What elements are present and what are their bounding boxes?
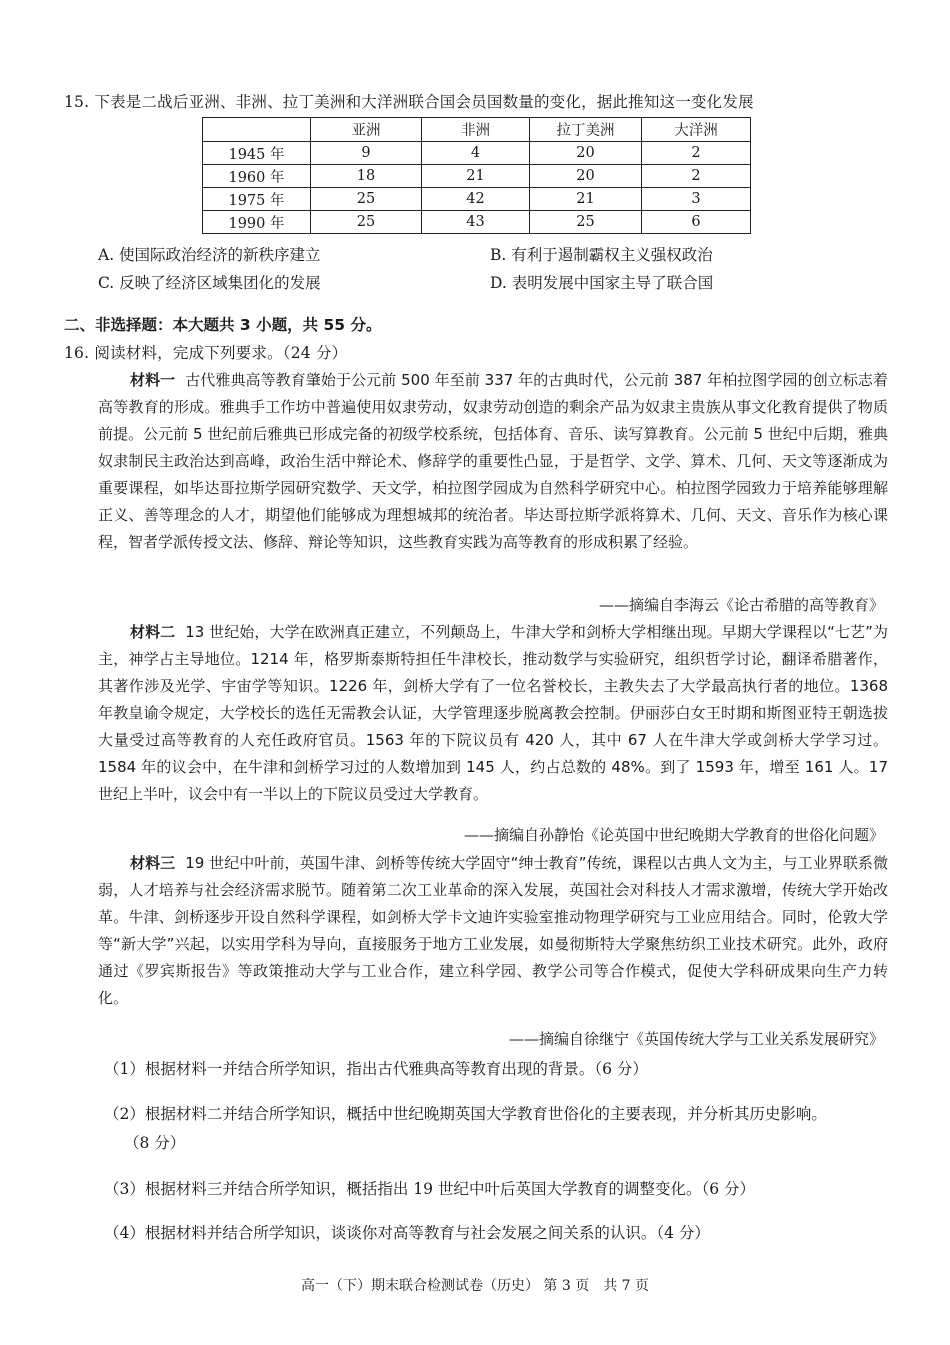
table-cell: 25 (311, 211, 422, 234)
table-cell: 1990 年 (203, 211, 311, 234)
table-cell: 20 (530, 142, 642, 165)
question-16-stem: 16. 阅读材料，完成下列要求。（24 分） (64, 344, 348, 362)
table-cell: 25 (530, 211, 642, 234)
un-members-table (202, 117, 751, 234)
table-cell: 21 (530, 188, 642, 211)
sub-question-1: （1）根据材料一并结合所学知识，指出古代雅典高等教育出现的背景。（6 分） (104, 1060, 648, 1078)
material-two-source: ——摘编自孙静怡《论英国中世纪晚期大学教育的世俗化问题》 (463, 826, 884, 844)
table-header-cell: 大洋洲 (642, 118, 751, 142)
table-row (203, 188, 751, 211)
table-cell: 1960 年 (203, 165, 311, 188)
sub-question-4: （4）根据材料并结合所学知识，谈谈你对高等教育与社会发展之间关系的认识。（4 分） (104, 1224, 710, 1242)
sub-question-3: （3）根据材料三并结合所学知识，概括指出 19 世纪中叶后英国大学教育的调整变化。（6 分） (104, 1180, 755, 1198)
table-cell: 1945 年 (203, 142, 311, 165)
table-cell: 25 (311, 188, 422, 211)
table-cell: 3 (642, 188, 751, 211)
table-cell: 4 (422, 142, 530, 165)
table-header-cell (203, 118, 311, 142)
table-cell: 18 (311, 165, 422, 188)
material-three-source: ——摘编自徐继宁《英国传统大学与工业关系发展研究》 (508, 1030, 884, 1048)
table-header-cell: 拉丁美洲 (530, 118, 642, 142)
table-cell: 20 (530, 165, 642, 188)
option-c[interactable]: C. 反映了经济区域集团化的发展 (98, 274, 321, 292)
material-one-label: 材料一 (130, 371, 176, 389)
material-one-source: ——摘编自李海云《论古希腊的高等教育》 (598, 596, 884, 614)
table-header-row (203, 118, 751, 142)
table-row (203, 165, 751, 188)
table-cell: 2 (642, 165, 751, 188)
page-footer: 高一（下）期末联合检测试卷（历史） 第 3 页 共 7 页 (300, 1278, 650, 1294)
table-header-cell: 亚洲 (311, 118, 422, 142)
table-row (203, 142, 751, 165)
table-row (203, 211, 751, 234)
table-cell: 6 (642, 211, 751, 234)
table-cell: 21 (422, 165, 530, 188)
material-one-text: 古代雅典高等教育肇始于公元前 500 年至前 337 年的古典时代，公元前 387 年柏拉图学园的创立标志着高等教育的形成。雅典手工作坊中普遍使用奴隶劳动，奴隶劳动创造的剩余产品为奴隶主贵族从事文化教育提供了物质前提。公元前 5 世纪前后雅典已形成完备的初级学校系统，包括体育、音乐、读写算教育。公元前 5 世纪中后期，雅典奴隶制民主政治达到高峰，政治生活中辩论术、修辞学的重要性凸显，于是哲学、文学、算术、几何、天文等逐渐成为重要课程，如毕达哥拉斯学园研究数学、天文学，柏拉图学园成为自然科学研究中心。柏拉图学园致力于培养能够理解正义、善等理念的人才，期望他们能够成为理想城邦的统治者。毕达哥拉斯学派将算术、几何、天文、音乐作为核心课程，智者学派传授文法、修辞、辩论等知识，这些教育实践为高等教育的形成积累了经验。 (98, 371, 888, 551)
table-cell: 43 (422, 211, 530, 234)
table-cell: 9 (311, 142, 422, 165)
option-a[interactable]: A. 使国际政治经济的新秩序建立 (98, 246, 321, 264)
material-three (98, 850, 888, 1012)
material-one (98, 367, 888, 556)
table-header-cell: 非洲 (422, 118, 530, 142)
material-three-text: 19 世纪中叶前，英国牛津、剑桥等传统大学固守“绅士教育”传统，课程以古典人文为主，与工业界联系微弱，人才培养与社会经济需求脱节。随着第二次工业革命的深入发展，英国社会对科技人才需求激增，传统大学开始改革。牛津、剑桥逐步开设自然科学课程，如剑桥大学卡文迪许实验室推动物理学研究与工业应用结合。同时，伦敦大学等“新大学”兴起，以实用学科为导向，直接服务于地方工业发展，如曼彻斯特大学聚焦纺织工业技术研究。此外，政府通过《罗宾斯报告》等政策推动大学与工业合作，建立科学园、教学公司等合作模式，促使大学科研成果向生产力转化。 (98, 854, 888, 1007)
table-cell: 42 (422, 188, 530, 211)
material-two (98, 619, 888, 808)
question-15-stem: 15. 下表是二战后亚洲、非洲、拉丁美洲和大洋洲联合国会员国数量的变化，据此推知这一变化发展 (64, 93, 754, 111)
option-b[interactable]: B. 有利于遏制霸权主义强权政治 (490, 246, 713, 264)
sub-question-2: （2）根据材料二并结合所学知识，概括中世纪晚期英国大学教育世俗化的主要表现，并分析其历史影响。 (104, 1105, 827, 1123)
sub-question-2-score: （8 分） (124, 1134, 186, 1152)
material-three-label: 材料三 (130, 854, 176, 872)
material-two-text: 13 世纪始，大学在欧洲真正建立，不列颠岛上，牛津大学和剑桥大学相继出现。早期大学课程以“七艺”为主，神学占主导地位。1214 年，格罗斯泰斯特担任牛津校长，推动数学与实验研究，组织哲学讨论，翻译希腊著作，其著作涉及光学、宇宙学等知识。1226 年，剑桥大学有了一位名誉校长，主教失去了大学最高执行者的地位。1368 年教皇谕令规定，大学校长的选任无需教会认证，大学管理逐步脱离教会控制。伊丽莎白女王时期和斯图亚特王朝选拔大量受过高等教育的人充任政府官员。1563 年的下院议员有 420 人，其中 67 人在牛津大学或剑桥大学学习过。1584 年的议会中，在牛津和剑桥学习过的人数增加到 145 人，约占总数的 48%。到了 1593 年，增至 161 人。17 世纪上半叶，议会中有一半以上的下院议员受过大学教育。 (98, 623, 888, 803)
table-cell: 2 (642, 142, 751, 165)
option-d[interactable]: D. 表明发展中国家主导了联合国 (490, 274, 714, 292)
table-cell: 1975 年 (203, 188, 311, 211)
section-heading: 二、非选择题：本大题共 3 小题，共 55 分。 (64, 316, 382, 334)
material-two-label: 材料二 (130, 623, 176, 641)
